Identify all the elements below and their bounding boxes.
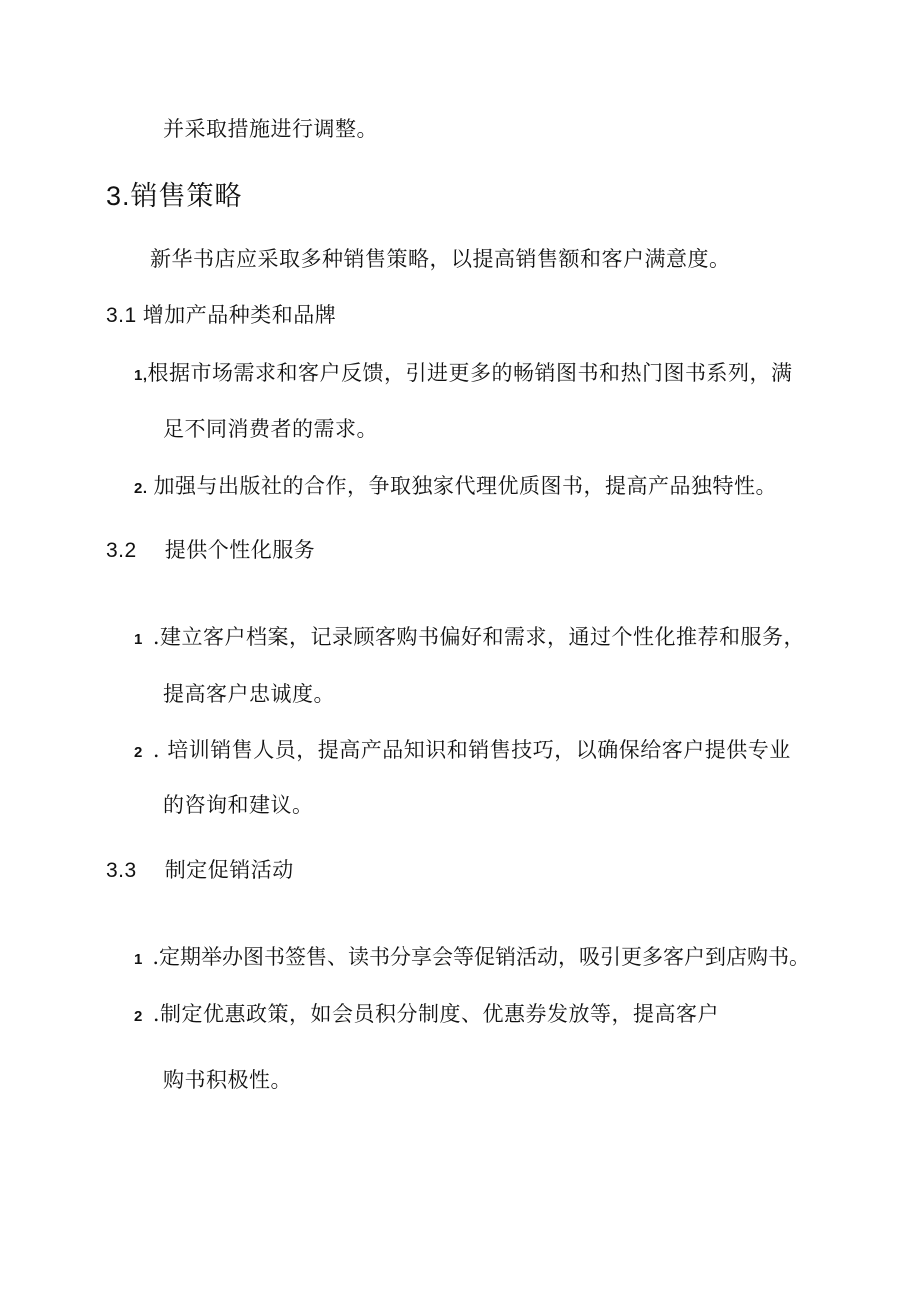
- list-marker: 1: [134, 631, 143, 648]
- list-item-text: 加强与出版社的合作，争取独家代理优质图书，提高产品独特性。: [153, 474, 778, 498]
- list-marker: 2: [134, 744, 143, 761]
- section-3-heading: [106, 179, 243, 214]
- list-item-continuation: 购书积极性。: [163, 1068, 292, 1092]
- list-marker: 2: [134, 1008, 143, 1025]
- list-item-continuation: 的咨询和建议。: [163, 793, 314, 817]
- continuation-text: 并采取措施进行调整。: [163, 117, 378, 141]
- list-item-text: .建立客户档案，记录顾客购书偏好和需求，通过个性化推荐和服务，: [152, 625, 806, 649]
- list-item: [134, 735, 791, 768]
- subsection-3-3-title: 制定促销活动: [164, 858, 294, 882]
- section-3-number: 3.: [106, 181, 131, 211]
- subsection-3-3-number: 3.3: [106, 859, 137, 882]
- subsection-3-1-heading: [106, 300, 336, 331]
- list-item-continuation: 提高客户忠诚度。: [163, 682, 335, 706]
- list-marker: 2.: [134, 480, 148, 497]
- subsection-3-2-heading: [106, 535, 315, 566]
- list-item-text: . 培训销售人员，提高产品知识和销售技巧，以确保给客户提供专业: [152, 738, 791, 762]
- list-marker: 1: [134, 951, 143, 968]
- section-3-intro: 新华书店应采取多种销售策略，以提高销售额和客户满意度。: [150, 247, 731, 271]
- subsection-3-2-title: 提供个性化服务: [164, 538, 316, 562]
- list-marker: 1,: [134, 367, 148, 384]
- list-item: [134, 358, 793, 391]
- subsection-3-1-number: 3.1: [106, 304, 137, 327]
- subsection-3-3-heading: [106, 855, 294, 886]
- list-item: [134, 471, 777, 504]
- list-item-text: 根据市场需求和客户反馈，引进更多的畅销图书和热门图书系列，满: [147, 361, 793, 385]
- subsection-3-2-number: 3.2: [106, 539, 137, 562]
- list-item: [134, 999, 719, 1032]
- list-item: [134, 942, 810, 975]
- subsection-3-1-title: 增加产品种类和品牌: [142, 303, 337, 327]
- section-3-title: 销售策略: [130, 181, 243, 212]
- list-item-continuation: 足不同消费者的需求。: [163, 417, 378, 441]
- list-item: [134, 622, 805, 655]
- list-item-text: .定期举办图书签售、读书分享会等促销活动，吸引更多客户到店购书。: [152, 945, 811, 969]
- list-item-text: .制定优惠政策，如会员积分制度、优惠券发放等，提高客户: [152, 1002, 720, 1026]
